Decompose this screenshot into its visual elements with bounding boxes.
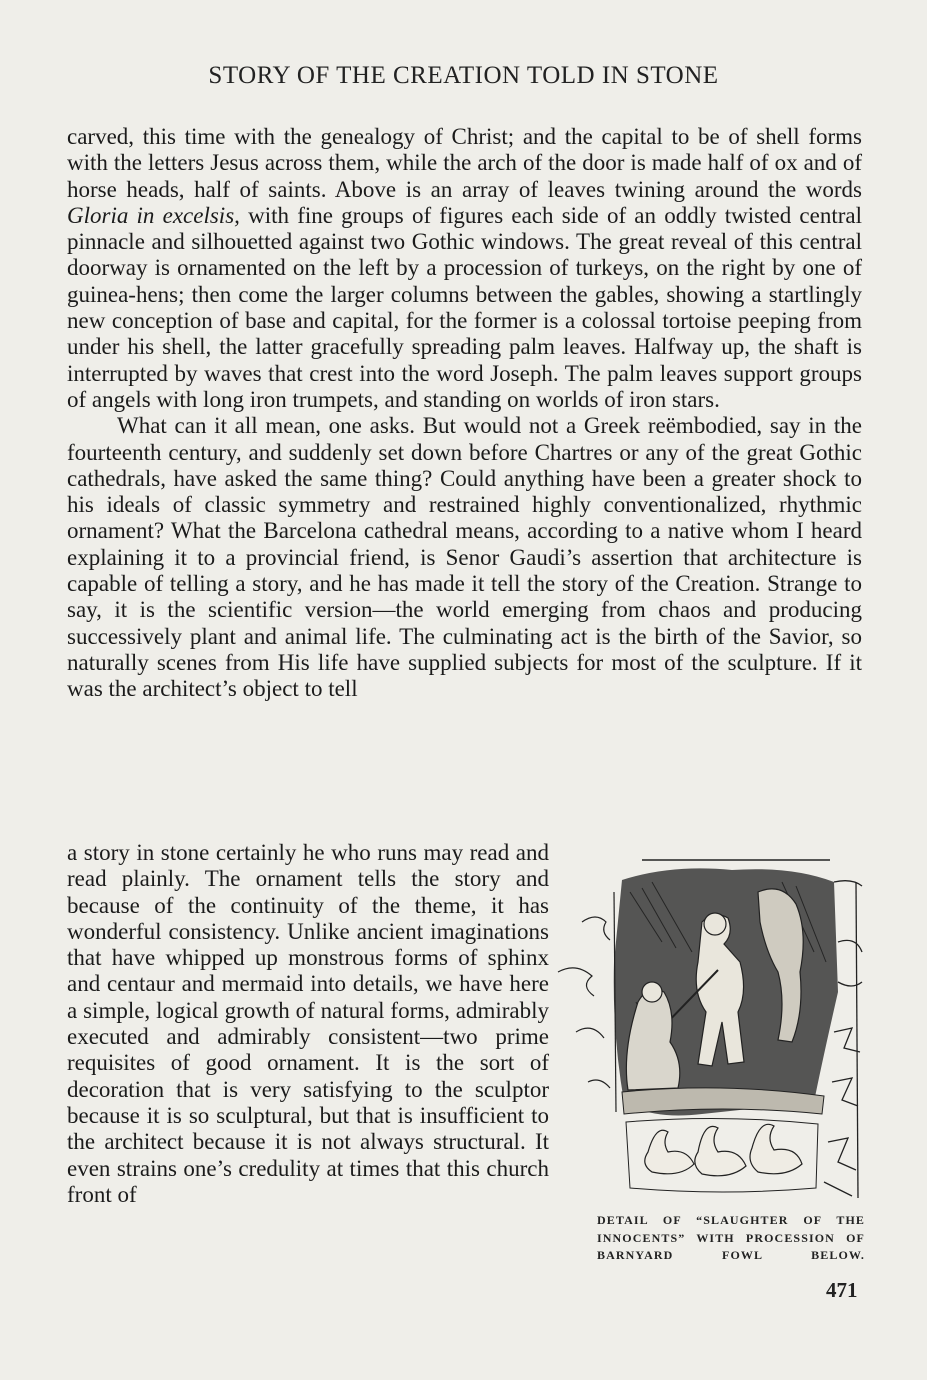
paragraph-1-part-a: carved, this time with the genealogy of Christ; and the capital to be of shell forms with the letters Jesus across them, while the arch of the door is made half of ox and of horse heads, half of saints. Above is an array of leaves twining around the words (67, 124, 862, 202)
paragraph-1-part-b: with fine groups of figures each side of an oddly twisted central pinnacle and silhouetted against two Gothic windows. The great reveal of this central doorway is ornamented on the left by a procession of turkeys, on the right by one of guinea-hens; then come the larger columns between the gables, showing a startlingly new conception of base and capital, for the former is a colossal tortoise peeping from under his shell, the latter gracefully spreading palm leaves. Halfway up, the shaft is interrupted by waves that crest into the word Joseph. The palm leaves support groups of angels with long iron trumpets, and standing on worlds of iron stars. (67, 202, 862, 412)
running-head: STORY OF THE CREATION TOLD IN STONE (208, 62, 719, 89)
page-number: 471 (826, 1278, 858, 1302)
narrow-text-column (67, 840, 549, 1208)
paragraph-2: What can it all mean, one asks. But would not a Greek reëmbodied, say in the fourteenth century, and suddenly set down before Chartres or any of the great Gothic cathedrals, have asked the same thing? Could anything have been a greater shock to his ideals of classic symmetry and restrained highly conventionalized, rhythmic ornament? What the Barcelona cathedral means, according to a native whom I heard explaining it to a provincial friend, is Senor Gaudi’s assertion that architecture is capable of telling a story, and he has made it tell the story of the Creation. Strange to say, it is the scientific version—the world emerging from chaos and producing successively plant and animal life. The culminating act is the birth of the Savior, so naturally scenes from His life have supplied subjects for most of the sculpture. If it was the architect’s object to tell (67, 413, 862, 702)
sculpture-illustration (552, 852, 864, 1204)
paragraph-1 (67, 124, 862, 413)
paragraph-2-continued: a story in stone certainly he who runs may read and read plainly. The ornament tells the story and because of the continuity of the theme, it has wonderful consistency. Unlike ancient imaginations that have whipped up monstrous forms of sphinx and centaur and mermaid into details, we have here a simple, logical growth of natural forms, admirably executed and admirably consistent—two prime requisites of good ornament. It is the sort of decoration that is very satisfying to the sculptor because it is so sculptural, but that is insufficient to the architect because it is not always structural. It even strains one’s credulity at times that this church front of (67, 840, 549, 1207)
figure-caption: DETAIL OF “SLAUGHTER OF THE INNOCENTS” WITH PROCESSION OF BARNYARD FOWL BELOW. (597, 1213, 865, 1262)
italic-phrase: Gloria in excelsis, (67, 202, 240, 228)
main-text-block (67, 124, 862, 703)
